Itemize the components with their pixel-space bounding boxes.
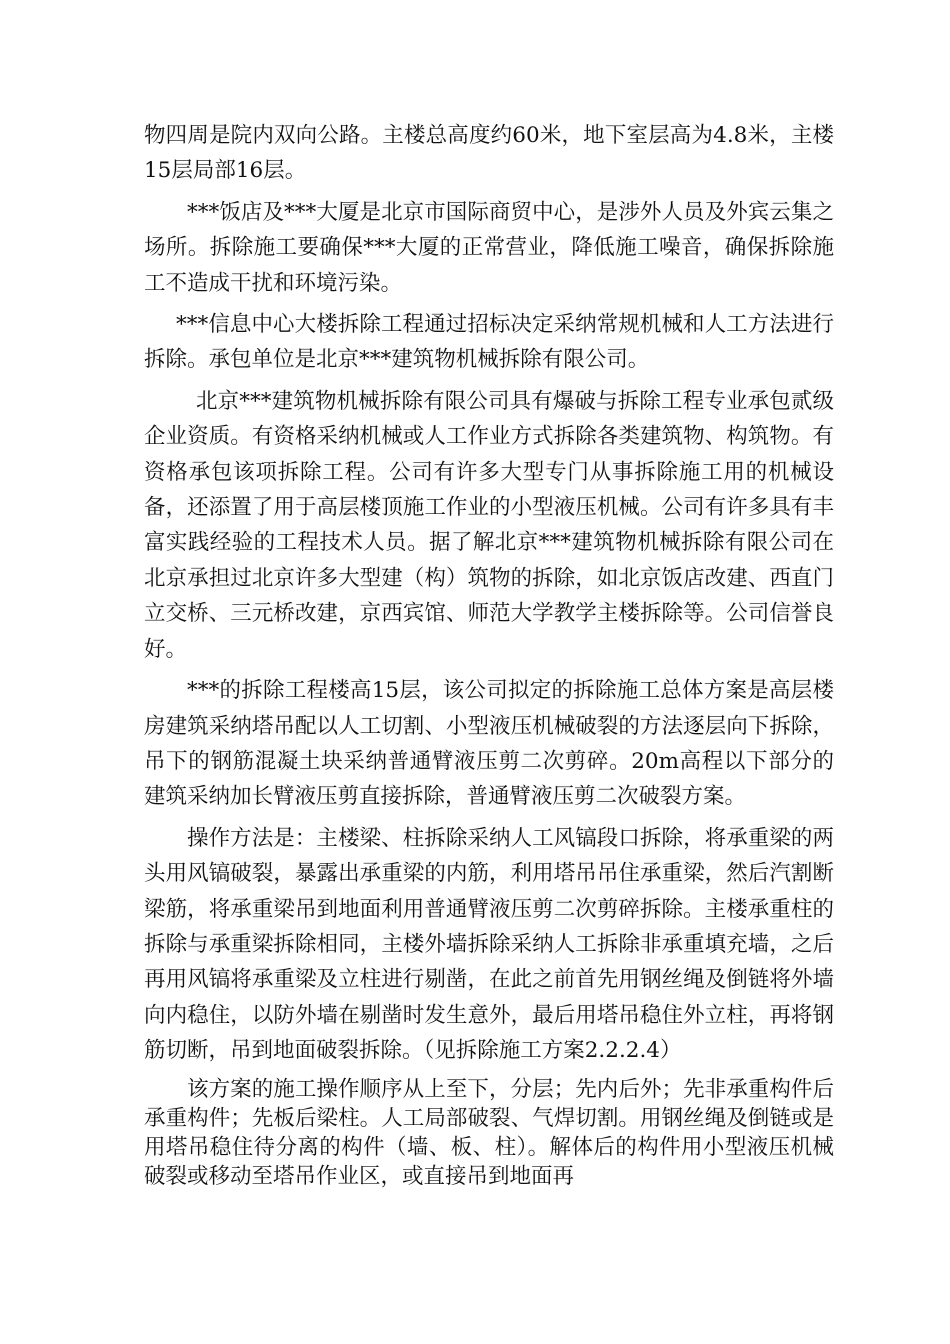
paragraph-6: 操作方法是：主楼梁、柱拆除采纳人工风镐段口拆除，将承重梁的两头用风镐破裂，暴露出承重梁的内筋，利用塔吊吊住承重梁，然后汽割断梁筋，将承重梁吊到地面利用普通臂液压剪二次剪碎拆除。主楼承重柱的拆除与承重梁拆除相同，主楼外墙拆除采纳人工拆除非承重填充墙，之后再用风镐将承重梁及立柱进行剔凿，在此之前首先用钢丝绳及倒链将外墙向内稳住，以防外墙在剔凿时发生意外，最后用塔吊稳住外立柱，再将钢筋切断，吊到地面破裂拆除。（见拆除施工方案2.2.2.4） (144, 825, 834, 1064)
paragraph-5: ***的拆除工程楼高15层，该公司拟定的拆除施工总体方案是高层楼房建筑采纳塔吊配以人工切割、小型液压机械破裂的方法逐层向下拆除，吊下的钢筋混凝土块采纳普通臂液压剪二次剪碎。20m高程以下部分的建筑采纳加长臂液压剪直接拆除，普通臂液压剪二次破裂方案。 (144, 678, 834, 810)
paragraph-4: 北京***建筑物机械拆除有限公司具有爆破与拆除工程专业承包贰级企业资质。有资格采纳机械或人工作业方式拆除各类建筑物、构筑物。有资格承包该项拆除工程。公司有许多大型专门从事拆除施工用的机械设备，还添置了用于高层楼顶施工作业的小型液压机械。公司有许多具有丰富实践经验的工程技术人员。据了解北京***建筑物机械拆除有限公司在北京承担过北京许多大型建（构）筑物的拆除，如北京饭店改建、西直门立交桥、三元桥改建，京西宾馆、师范大学教学主楼拆除等。公司信誉良好。 (144, 388, 834, 662)
document-body (144, 118, 834, 1191)
paragraph-1: 物四周是院内双向公路。主楼总高度约60米，地下室层高为4.8米，主楼15层局部16层。 (144, 123, 834, 184)
paragraph-3: ***信息中心大楼拆除工程通过招标决定采纳常规机械和人工方法进行拆除。承包单位是北京***建筑物机械拆除有限公司。 (144, 312, 834, 373)
paragraph-7: 该方案的施工操作顺序从上至下，分层；先内后外；先非承重构件后承重构件；先板后梁柱。人工局部破裂、气焊切割。用钢丝绳及倒链或是用塔吊稳住待分离的构件（墙、板、柱）。解体后的构件用小型液压机械破裂或移动至塔吊作业区，或直接吊到地面再 (144, 1076, 834, 1189)
paragraph-2: ***饭店及***大厦是北京市国际商贸中心，是涉外人员及外宾云集之场所。拆除施工要确保***大厦的正常营业，降低施工噪音，确保拆除施工不造成干扰和环境污染。 (144, 199, 834, 296)
